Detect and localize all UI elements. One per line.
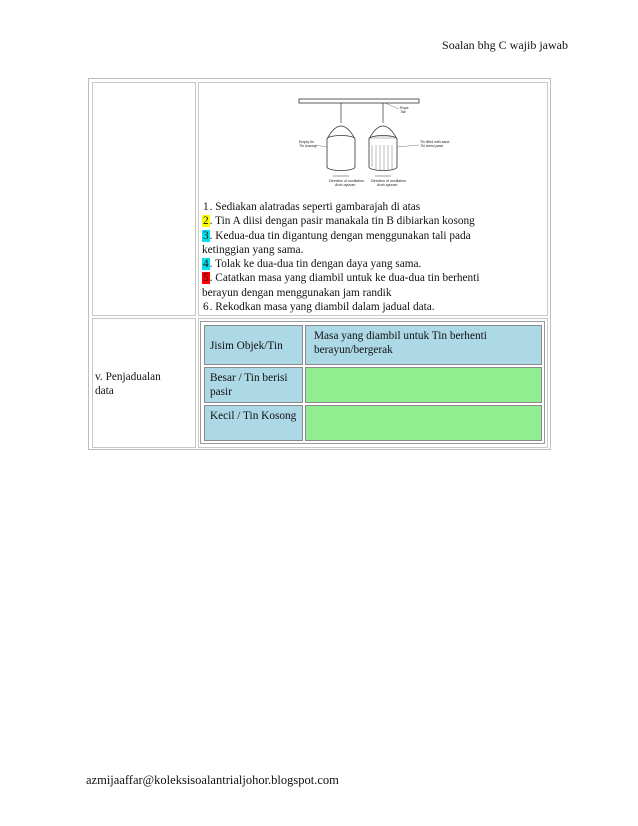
- procedure-cell: [198, 82, 548, 316]
- page-header: Soalan bhg C wajib jawab: [442, 38, 568, 52]
- step-number: 1: [203, 201, 209, 213]
- header-mass-cell: Jisim Objek/Tin: [204, 325, 303, 365]
- step-number: 5: [203, 272, 209, 285]
- header-time-cell: Masa yang diambil untuk Tin berhenti berayun/bergerak: [305, 325, 542, 365]
- label-filled-tin-ms: Tin berisi pasir: [420, 144, 444, 148]
- label-rope-ms: Tali: [400, 110, 406, 114]
- step-text: ketinggian yang sama.: [202, 243, 304, 256]
- step-line: [202, 300, 542, 314]
- step-number: 4: [203, 258, 209, 271]
- pendulum-diagram: [259, 95, 489, 191]
- row-label-line: v. Penjadualan: [95, 371, 161, 383]
- label-empty-tin-ms: Tin kosong: [299, 144, 317, 148]
- step-line: [202, 271, 542, 285]
- worksheet-table: [88, 78, 551, 450]
- row-label: [95, 370, 191, 398]
- step-line: [202, 243, 542, 257]
- step-text: . Catatkan masa yang diambil untuk ke dua-dua tin berhenti: [209, 272, 480, 285]
- step-text: . Rekodkan masa yang diambil dalam jadual data.: [209, 301, 435, 314]
- tin-left-body: [327, 139, 355, 171]
- label-direction-right: Direction of oscillation: [371, 179, 406, 183]
- step-text: . Tin A diisi dengan pasir manakala tin B dibiarkan kosong: [209, 215, 475, 228]
- step-line: [202, 257, 542, 271]
- label-empty-tin: Empty tin: [299, 140, 314, 144]
- label-direction-right-ms: Arah ayunan: [377, 183, 398, 187]
- data-table: [200, 321, 545, 444]
- tin-right-body: [369, 139, 397, 171]
- label-direction-left-ms: Arah ayunan: [335, 183, 356, 187]
- page-footer: azmijaaffar@koleksisoalantrialjohor.blogspot.com: [86, 773, 339, 787]
- row-label-big: Besar / Tin berisi pasir: [204, 367, 303, 403]
- label-direction-left: Direction of oscillation: [329, 179, 364, 183]
- step-text: . Kedua-dua tin digantung dengan menggunakan tali pada: [209, 229, 471, 242]
- step-line: [202, 229, 542, 243]
- answer-cell-small[interactable]: [305, 405, 542, 441]
- step-line: [202, 214, 542, 228]
- label-filled-tin: Tin filled with sand: [420, 140, 450, 144]
- support-bar: [299, 99, 419, 103]
- step-text: berayun dengan menggunakan jam randik: [202, 286, 392, 299]
- step-line: [202, 286, 542, 300]
- row-label-small: Kecil / Tin Kosong: [204, 405, 303, 441]
- procedure-steps: [202, 200, 542, 314]
- step-number: 3: [203, 229, 209, 242]
- step-line: [202, 200, 542, 214]
- answer-cell-big[interactable]: [305, 367, 542, 403]
- label-rope: Rope: [400, 106, 409, 110]
- step-number: 2: [203, 215, 209, 228]
- row-label-line: data: [95, 385, 114, 397]
- step-number: 6: [203, 301, 209, 314]
- step-text: . Sediakan alatradas seperti gambarajah di atas: [209, 201, 421, 213]
- step-text: . Tolak ke dua-dua tin dengan daya yang sama.: [209, 258, 422, 271]
- empty-label-cell: [92, 82, 196, 316]
